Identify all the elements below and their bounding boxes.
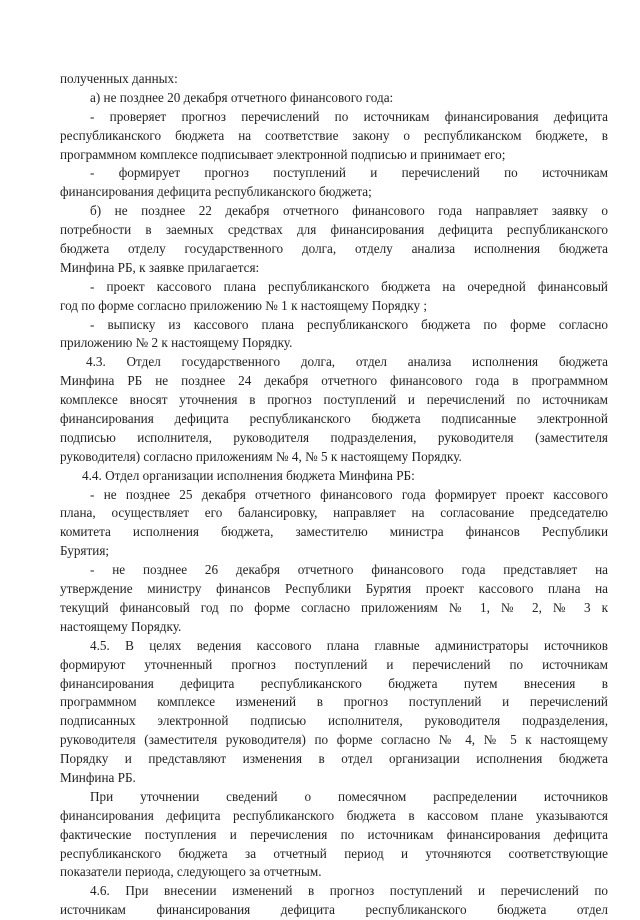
text-line: показатели периода, следующего за отчетным.	[60, 864, 322, 880]
text-line: программном комплексе подписывает электронной подписью и принимает его;	[60, 146, 506, 162]
text-line: Порядку и представляют изменения в отдел организации исполнения бюджета	[60, 751, 608, 767]
text-line: 4.6. При внесении изменений в прогноз поступлений и перечислений по	[90, 883, 608, 899]
text-line: республиканского бюджета за отчетный период и уточняются соответствующие	[60, 845, 608, 861]
text-line: При уточнении сведений о помесячном распределении источников	[90, 788, 608, 804]
text-line: плана, осуществляет его балансировку, направляет на согласование председателю	[60, 505, 608, 521]
text-line: приложению № 2 к настоящему Порядку.	[60, 335, 293, 351]
text-line: б) не позднее 22 декабря отчетного финансового года направляет заявку о	[90, 203, 608, 219]
text-line: - не позднее 25 декабря отчетного финансового года формирует проект кассового	[90, 486, 608, 502]
text-line: руководителя) согласно приложениям № 4, № 5 к настоящему Порядку.	[60, 448, 462, 464]
text-line: текущий финансовый год по форме согласно приложениям № 1, № 2, № 3 к	[60, 599, 608, 615]
text-line: подписью исполнителя, руководителя подразделения, руководителя (заместителя	[60, 429, 608, 445]
text-line: 4.4. Отдел организации исполнения бюджета Минфина РБ:	[82, 467, 415, 483]
text-line: бюджета отделу государственного долга, отделу анализа исполнения бюджета	[60, 241, 608, 257]
text-line: программном комплексе изменений в прогноз поступлений и перечислений	[60, 694, 608, 710]
text-line: формируют уточненный прогноз поступлений и перечислений по источникам	[60, 656, 608, 672]
text-line: - проект кассового плана республиканского бюджета на очередной финансовый	[90, 278, 608, 294]
text-line: финансирования дефицита республиканского бюджета подписанные электронной	[60, 411, 608, 427]
text-line: Минфина РБ, к заявке прилагается:	[60, 259, 260, 275]
text-line: финансирования дефицита республиканского бюджета путем внесения в	[60, 675, 608, 691]
text-line: Минфина РБ.	[60, 769, 136, 785]
text-line: утверждение министру финансов Республики Бурятия проект кассового плана на	[60, 581, 608, 597]
text-line: Минфина РБ не позднее 24 декабря отчетного финансового года в программном	[60, 373, 608, 389]
text-line: полученных данных:	[60, 71, 178, 86]
text-line: год по форме согласно приложению № 1 к настоящему Порядку ;	[60, 297, 428, 313]
text-line: - формирует прогноз поступлений и перечислений по источникам	[90, 165, 608, 181]
text-line: потребности в заемных средствах для финансирования дефицита республиканского	[60, 222, 608, 238]
text-line: - проверяет прогноз перечислений по источникам финансирования дефицита	[90, 108, 608, 124]
text-line: а) не позднее 20 декабря отчетного финансового года:	[90, 89, 394, 105]
text-line: руководителя (заместителя руководителя) по форме согласно № 4, № 5 к настоящему	[60, 732, 608, 748]
text-line: - не позднее 26 декабря отчетного финансового года представляет на	[90, 562, 608, 578]
text-line: настоящему Порядку.	[60, 618, 182, 634]
text-line: фактические поступления и перечисления по источникам финансирования дефицита	[60, 826, 608, 842]
text-line: комитета исполнения бюджета, заместителю министра финансов Республики	[60, 524, 608, 540]
text-line: 4.3. Отдел государственного долга, отдел анализа исполнения бюджета	[86, 354, 608, 370]
text-line: финансирования дефицита республиканского бюджета;	[60, 184, 372, 200]
text-line: комплексе вносят уточнения в прогноз поступлений и перечислений по источникам	[60, 392, 608, 408]
text-line: республиканского бюджета на соответствие закону о республиканском бюджете, в	[60, 127, 608, 143]
text-line: источникам финансирования дефицита республиканского бюджета отдел	[60, 902, 608, 918]
text-line: Бурятия;	[60, 543, 110, 559]
text-line: финансирования дефицита республиканского бюджета в кассовом плане указываются	[60, 807, 608, 823]
text-line: подписанных электронной подписью исполнителя, руководителя подразделения,	[60, 713, 608, 729]
document-body	[60, 70, 608, 920]
text-line: - выписку из кассового плана республиканского бюджета по форме согласно	[90, 316, 608, 332]
text-line: 4.5. В целях ведения кассового плана главные администраторы источников	[90, 637, 608, 653]
